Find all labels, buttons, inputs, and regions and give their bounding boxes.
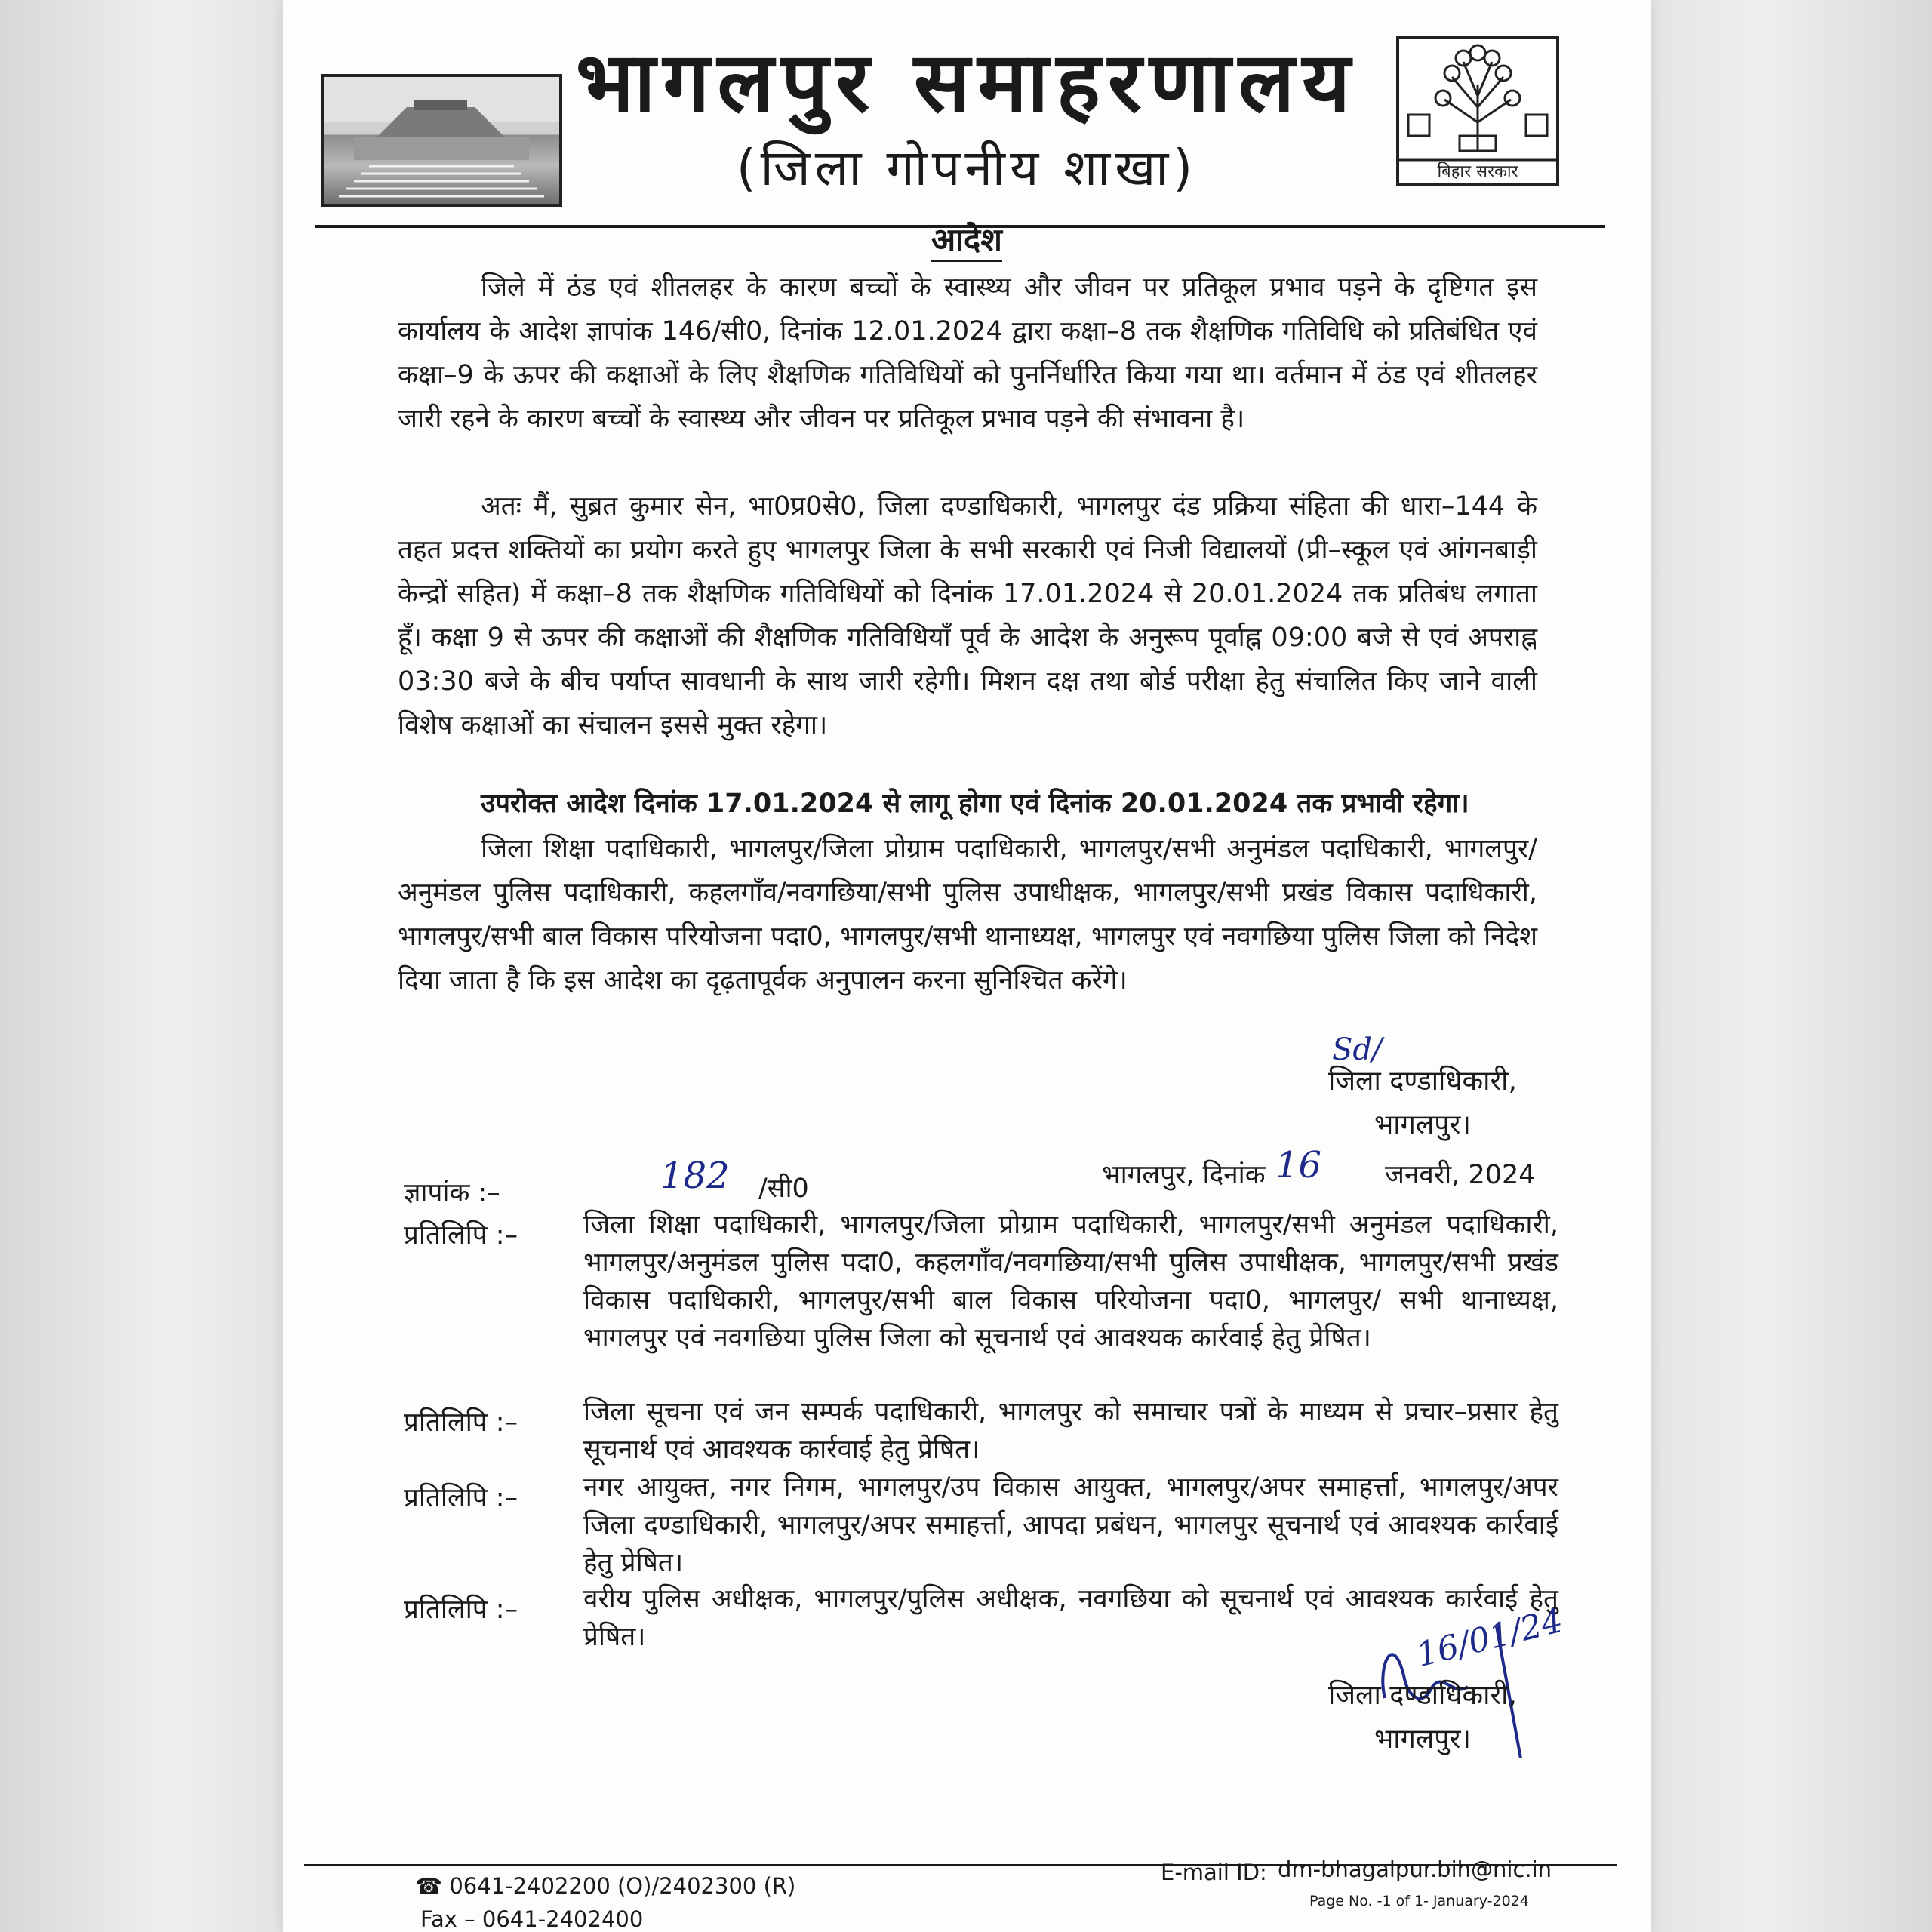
memo-label: ज्ञापांक :–	[404, 1178, 500, 1208]
copy-text-1: जिला शिक्षा पदाधिकारी, भागलपुर/जिला प्रोग्राम पदाधिकारी, भागलपुर/सभी अनुमंडल पदाधिकारी, भागलपुर/अनुमंडल पुलिस पदा0, कहलगाँव/नवगछिया/सभी पुलिस उपाधीक्षक, भागलपुर/सभी प्रखंड विकास पदाधिकारी, भागलपुर/सभी बाल विकास परियोजना पदा0, भागलपुर/ सभी थानाध्यक्ष, भागलपुर एवं नवगछिया पुलिस जिला को सूचनार्थ एवं आवश्यक कार्रवाई हेतु प्रेषित।	[583, 1210, 1558, 1353]
handwritten-date: 16/01/24	[1412, 1601, 1567, 1675]
copy-label-3: प्रतिलिपि :–	[404, 1483, 518, 1513]
final-signatory-title: जिला दण्डाधिकारी,	[1328, 1680, 1517, 1711]
footer-email: dm-bhagalpur.bih@nic.in	[1278, 1857, 1552, 1882]
office-title: भागलपुर समाहरणालय	[575, 34, 1358, 131]
order-paragraph-4: जिला शिक्षा पदाधिकारी, भागलपुर/जिला प्रोग्राम पदाधिकारी, भागलपुर/सभी अनुमंडल पदाधिकारी, भागलपुर/अनुमंडल पुलिस पदाधिकारी, कहलगाँव/नवगछिया/सभी पुलिस उपाधीक्षक, भागलपुर/सभी प्रखंड विकास पदाधिकारी, भागलपुर/सभी बाल विकास परियोजना पदा0, भागलपुर/सभी थानाध्यक्ष, भागलपुर एवं नवगछिया पुलिस जिला को निदेश दिया जाता है कि इस आदेश का दृढ़तापूर्वक अनुपालन करना सुनिश्चित करेंगे।	[398, 834, 1537, 995]
final-signatory-place: भागलपुर।	[1374, 1724, 1472, 1755]
order-paragraph-1: जिले में ठंड एवं शीतलहर के कारण बच्चों के स्वास्थ्य और जीवन पर प्रतिकूल प्रभाव पड़ने के दृष्टिगत इस कार्यालय के आदेश ज्ञापांक 146/सी0, दिनांक 12.01.2024 द्वारा कक्षा–8 तक शैक्षणिक गतिविधि को प्रतिबंधित एवं कक्षा–9 के ऊपर की कक्षाओं के लिए शैक्षणिक गतिविधियों को पुनर्निर्धारित किया गया था। वर्तमान में ठंड एवं शीतलहर जारी रहने के कारण बच्चों के स्वास्थ्य और जीवन पर प्रतिकूल प्रभाव पड़ने की संभावना है।	[398, 272, 1537, 434]
footer-phone	[415, 1873, 795, 1899]
phone-icon: ☎	[415, 1873, 450, 1899]
footer-fax: Fax – 0641-2402400	[420, 1906, 644, 1932]
copy-label-4: प्रतिलिपि :–	[404, 1595, 518, 1625]
copy-label-2: प्रतिलिपि :–	[404, 1407, 518, 1438]
memo-number: 182	[660, 1155, 730, 1197]
order-paragraph-3: उपरोक्त आदेश दिनांक 17.01.2024 से लागू होगा एवं दिनांक 20.01.2024 तक प्रभावी रहेगा।	[481, 789, 1469, 819]
order-paragraph-2: अतः मैं, सुब्रत कुमार सेन, भा0प्र0से0, जिला दण्डाधिकारी, भागलपुर दंड प्रक्रिया संहिता की धारा–144 के तहत प्रदत्त शक्तियों का प्रयोग करते हुए भागलपुर जिला के सभी सरकारी एवं निजी विद्यालयों (प्री–स्कूल एवं आंगनबाड़ी केन्द्रों सहित) में कक्षा–8 तक शैक्षणिक गतिविधियों को दिनांक 17.01.2024 से 20.01.2024 तक प्रतिबंध लगाता हूँ। कक्षा 9 से ऊपर की कक्षाओं की शैक्षणिक गतिविधियाँ पूर्व के आदेश के अनुरूप पूर्वाह्न 09:00 बजे से एवं अपराह्न 03:30 बजे के बीच पर्याप्त सावधानी के साथ जारी रहेगी। मिशन दक्ष तथा बोर्ड परीक्षा हेतु संचालित किए जाने वाली विशेष कक्षाओं का संचालन इससे मुक्त रहेगा।	[398, 491, 1537, 740]
phone-number: 0641-2402200 (O)/2402300 (R)	[449, 1873, 796, 1899]
memo-suffix: /सी0	[758, 1174, 809, 1204]
signatory-title: जिला दण्डाधिकारी,	[1328, 1066, 1517, 1097]
document-page	[283, 0, 1651, 1932]
background-right	[1649, 0, 1932, 1932]
office-subtitle: (जिला गोपनीय शाखा)	[736, 139, 1198, 197]
copy-text-2: जिला सूचना एवं जन सम्पर्क पदाधिकारी, भागलपुर को समाचार पत्रों के माध्यम से प्रचार–प्रसार हेतु सूचनार्थ एवं आवश्यक कार्रवाई हेतु प्रेषित।	[583, 1397, 1558, 1465]
copy-label-1: प्रतिलिपि :–	[404, 1220, 518, 1251]
copy-text-4: वरीय पुलिस अधीक्षक, भागलपुर/पुलिस अधीक्षक, नवगछिया को सूचनार्थ एवं आवश्यक कार्रवाई हेतु प्रेषित।	[583, 1584, 1558, 1652]
signature-initials: Sd/	[1332, 1032, 1383, 1067]
signatory-place: भागलपुर।	[1374, 1109, 1472, 1140]
background-left	[0, 0, 283, 1932]
emblem-caption: बिहार सरकार	[1437, 162, 1518, 181]
memo-day: 16	[1275, 1144, 1322, 1186]
order-heading-text: आदेश	[931, 221, 1002, 262]
signatory-block	[1272, 1060, 1574, 1147]
memo-month-year: जनवरी, 2024	[1385, 1160, 1536, 1190]
memo-place-date: भागलपुर, दिनांक	[1102, 1160, 1266, 1190]
bihar-government-emblem	[1396, 36, 1559, 186]
footer-email-label: E-mail ID:	[1161, 1860, 1267, 1885]
copy-text-3: नगर आयुक्त, नगर निगम, भागलपुर/उप विकास आयुक्त, भागलपुर/अपर समाहर्त्ता, भागलपुर/अपर जिला दण्डाधिकारी, भागलपुर/अपर समाहर्त्ता, आपदा प्रबंधन, भागलपुर सूचनार्थ एवं आवश्यक कार्रवाई हेतु प्रेषित।	[583, 1472, 1558, 1578]
order-heading	[283, 217, 1651, 260]
final-signatory-block	[1272, 1674, 1574, 1761]
footer-page-number: Page No. -1 of 1- January-2024	[1309, 1893, 1529, 1909]
